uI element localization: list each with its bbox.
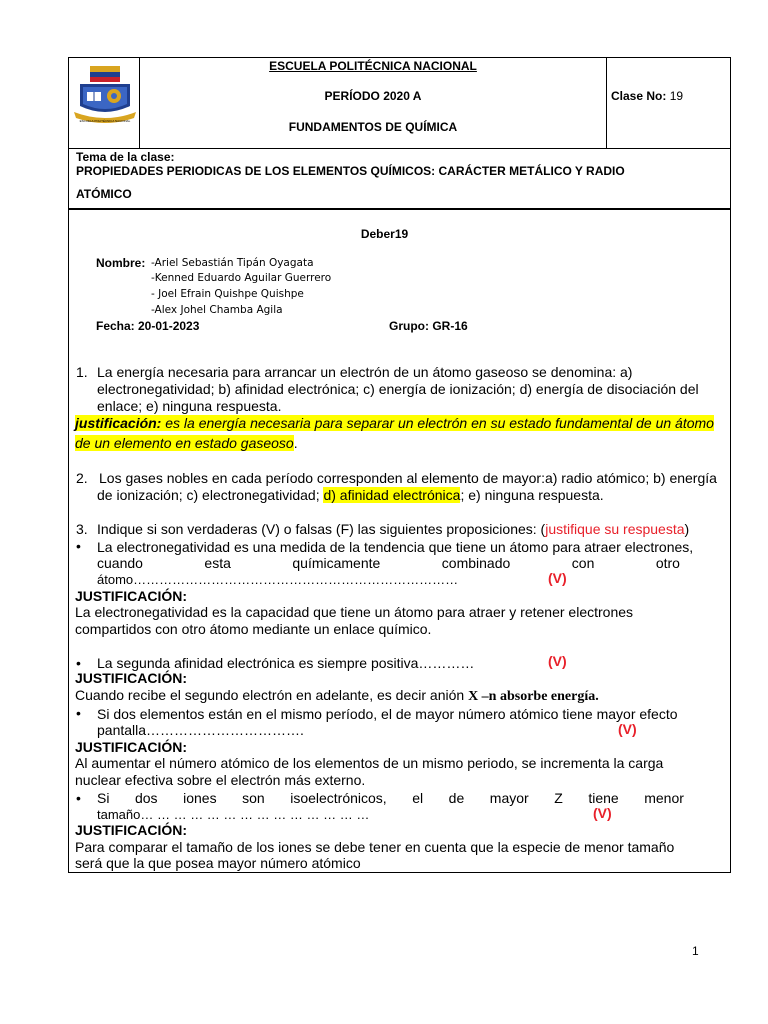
bullet: • bbox=[76, 790, 81, 806]
answer-true: (V) bbox=[618, 721, 637, 737]
header-divider-right bbox=[606, 57, 607, 148]
answer-true: (V) bbox=[548, 570, 567, 586]
justification-text: nuclear efectiva sobre el electrón más externo. bbox=[75, 772, 366, 788]
bullet: • bbox=[76, 538, 81, 554]
question-1-justification bbox=[75, 414, 714, 452]
student-name: -Alex Johel Chamba Agila bbox=[151, 304, 283, 316]
question-3-intro bbox=[97, 521, 689, 538]
question-2-line: de ionización; c) electronegatividad; bbox=[97, 487, 324, 503]
course-name: FUNDAMENTOS DE QUÍMICA bbox=[288, 120, 458, 134]
justification-text: de un elemento en estado gaseoso bbox=[75, 435, 294, 451]
statement-line: átomo………………………………………………………………… bbox=[97, 572, 459, 587]
name-label: Nombre: bbox=[96, 256, 146, 270]
justification-label: justificación: bbox=[75, 415, 162, 431]
word: dos bbox=[134, 790, 158, 806]
word: tiene bbox=[588, 790, 619, 806]
class-label: Clase No: bbox=[611, 89, 667, 103]
question-number: 1. bbox=[76, 364, 88, 380]
word: isoelectrónicos, bbox=[290, 790, 387, 806]
topic-line2: ATÓMICO bbox=[76, 187, 132, 201]
school-name: ESCUELA POLITÉCNICA NACIONAL bbox=[269, 59, 477, 73]
class-number: 19 bbox=[669, 89, 684, 103]
topic-line1: PROPIEDADES PERIODICAS DE LOS ELEMENTOS QUÍMICOS: CARÁCTER METÁLICO Y RADIO bbox=[76, 164, 625, 178]
word: son bbox=[242, 790, 265, 806]
logo-caption: ESCUELA POLITÉCNICA NACIONAL bbox=[79, 119, 131, 123]
justification-text-part: Cuando recibe el segundo electrón en adelante, es decir anión bbox=[75, 687, 469, 703]
justification-text: será que la que posea mayor número atómico bbox=[75, 855, 361, 871]
word: menor bbox=[644, 790, 684, 806]
question-1-line: La energía necesaria para arrancar un electrón de un átomo gaseoso se denomina: a) bbox=[97, 364, 633, 380]
justification-end: . bbox=[293, 435, 298, 451]
question-1-line: electronegatividad; b) afinidad electrónica; c) energía de ionización; d) energía de disociación del bbox=[97, 381, 699, 397]
answer-true: (V) bbox=[593, 805, 612, 821]
justification-text bbox=[75, 687, 710, 706]
word: mayor bbox=[489, 790, 529, 806]
page-number: 1 bbox=[692, 944, 699, 958]
date: Fecha: 20-01-2023 bbox=[96, 319, 200, 333]
justification-text: es la energía necesaria para separar un electrón en su estado fundamental de un átomo bbox=[161, 415, 714, 431]
question-2-line: Los gases nobles en cada período corresponden al elemento de mayor:a) radio atómico; b) energía bbox=[99, 470, 717, 486]
student-name: -Ariel Sebastián Tipán Oyagata bbox=[151, 257, 314, 269]
period: PERÍODO 2020 A bbox=[324, 89, 422, 103]
question-2-text bbox=[97, 470, 717, 504]
word: combinado bbox=[441, 555, 511, 571]
justification-label: JUSTIFICACIÓN: bbox=[75, 670, 187, 686]
question-1-text bbox=[97, 364, 697, 415]
class-number-box bbox=[611, 89, 683, 104]
assignment-title: Deber19 bbox=[360, 227, 409, 241]
statement-line: pantalla……………………………. bbox=[97, 722, 304, 738]
student-name: - Joel Efrain Quishpe Quishpe bbox=[151, 288, 304, 300]
justification-text: compartidos con otro átomo mediante un enlace químico. bbox=[75, 621, 432, 637]
question-2-line-end: ; e) ninguna respuesta. bbox=[460, 487, 604, 503]
question-number: 3. bbox=[76, 521, 88, 537]
statement-line: La segunda afinidad electrónica es siempre positiva………… bbox=[97, 655, 475, 671]
word: Z bbox=[554, 790, 563, 806]
justification-text: Al aumentar el número atómico de los elementos de un mismo periodo, se incrementa la carga bbox=[75, 755, 664, 771]
school-logo bbox=[72, 62, 138, 130]
question-3-intro-end: ) bbox=[684, 521, 690, 537]
statement-justified-line bbox=[97, 555, 680, 572]
statement-line: La electronegatividad es una medida de la tendencia que tiene un átomo para atraer electrones, bbox=[97, 539, 694, 555]
highlighted-answer: d) afinidad electrónica bbox=[323, 487, 461, 503]
justification-label: JUSTIFICACIÓN: bbox=[75, 822, 187, 838]
bullet: • bbox=[76, 705, 81, 721]
word: cuando bbox=[97, 555, 143, 571]
word: con bbox=[571, 555, 595, 571]
group: Grupo: GR-16 bbox=[389, 319, 468, 333]
word: químicamente bbox=[292, 555, 381, 571]
word: el bbox=[412, 790, 424, 806]
word: esta bbox=[204, 555, 231, 571]
student-name: -Kenned Eduardo Aguilar Guerrero bbox=[151, 272, 332, 284]
justification-text: La electronegatividad es la capacidad que tiene un átomo para atraer y retener electrones bbox=[75, 604, 634, 620]
word: Si bbox=[97, 790, 110, 806]
statement-line: Si dos elementos están en el mismo período, el de mayor número atómico tiene mayor efecto bbox=[97, 706, 678, 722]
answer-true: (V) bbox=[548, 653, 567, 669]
justification-formula: X –n absorbe energía. bbox=[468, 689, 599, 704]
topic-label: Tema de la clase: bbox=[76, 150, 175, 164]
justification-label: JUSTIFICACIÓN: bbox=[75, 588, 187, 604]
question-3-instruction: justifique su respuesta bbox=[545, 521, 685, 537]
bullet: • bbox=[76, 655, 81, 671]
justification-label: JUSTIFICACIÓN: bbox=[75, 739, 187, 755]
question-3-intro-text: Indique si son verdaderas (V) o falsas (F) las siguientes proposiciones: ( bbox=[97, 521, 546, 537]
header-divider-horizontal bbox=[68, 148, 730, 149]
word: de bbox=[448, 790, 465, 806]
question-number: 2. bbox=[76, 470, 88, 486]
statement-line: tamaño… … … … … … … … … … … … … … bbox=[97, 807, 370, 822]
question-1-line: enlace; e) ninguna respuesta. bbox=[97, 398, 282, 414]
word: iones bbox=[183, 790, 217, 806]
word: otro bbox=[655, 555, 680, 571]
justification-text: Para comparar el tamaño de los iones se debe tener en cuenta que la especie de menor tamaño bbox=[75, 839, 675, 855]
